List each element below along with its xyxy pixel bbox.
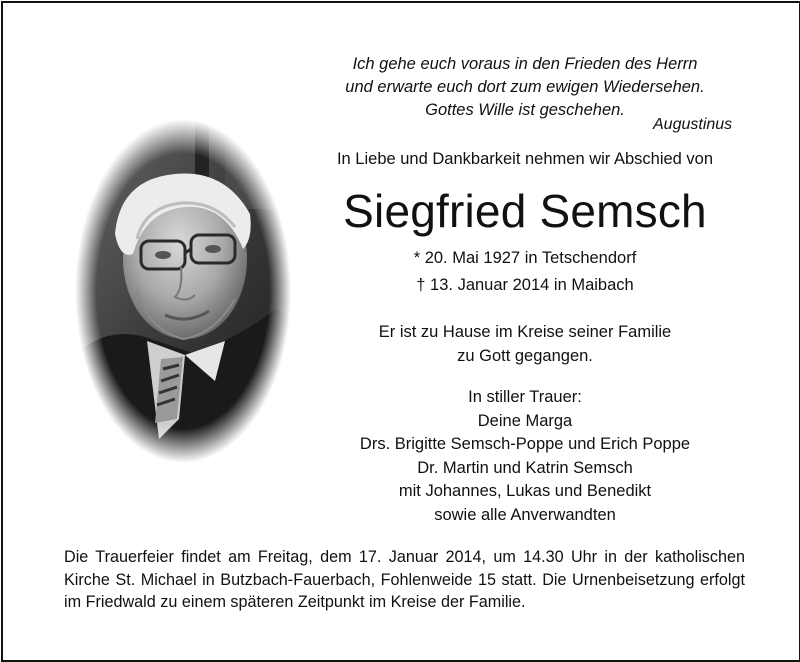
verse-quote bbox=[303, 53, 747, 122]
death-date: † 13. Januar 2014 in Maibach bbox=[416, 276, 634, 294]
verse-line: Gottes Wille ist geschehen. bbox=[425, 101, 625, 119]
deceased-name: Siegfried Semsch bbox=[343, 185, 707, 237]
mourners-heading: In stiller Trauer: bbox=[468, 388, 582, 406]
passing-statement bbox=[303, 320, 747, 368]
mourner-line: mit Johannes, Lukas und Benedikt bbox=[398, 482, 652, 500]
verse-author: Augustinus bbox=[653, 116, 733, 133]
verse-line: und erwarte euch dort zum ewigen Wiedersehen. bbox=[345, 78, 705, 96]
portrait-photo bbox=[75, 119, 291, 463]
birth-date: * 20. Mai 1927 in Tetschendorf bbox=[413, 249, 637, 267]
passing-line: zu Gott gegangen. bbox=[457, 347, 593, 365]
mourners-list bbox=[303, 386, 747, 527]
mourner-line: Drs. Brigitte Semsch-Poppe und Erich Poppe bbox=[359, 435, 691, 453]
verse-line: Ich gehe euch voraus in den Frieden des Herrn bbox=[352, 55, 698, 73]
passing-line: Er ist zu Hause im Kreise seiner Familie bbox=[378, 323, 672, 341]
funeral-notice: Die Trauerfeier findet am Freitag, dem 17. Januar 2014, um 14.30 Uhr in der katholischen Kirche St. Michael in Butzbach-Fauerbach, Fohlenweide 15 statt. Die Urnenbeisetzung erfolgt im Friedwald zu einem späteren Zeitpunkt im Kreise der Familie. bbox=[64, 548, 745, 611]
intro-text: In Liebe und Dankbarkeit nehmen wir Abschied von bbox=[336, 150, 714, 168]
mourner-line: Dr. Martin und Katrin Semsch bbox=[417, 458, 633, 477]
mourner-line: Deine Marga bbox=[477, 411, 573, 430]
mourner-line: sowie alle Anverwandten bbox=[434, 505, 616, 524]
obituary-frame bbox=[1, 1, 800, 662]
